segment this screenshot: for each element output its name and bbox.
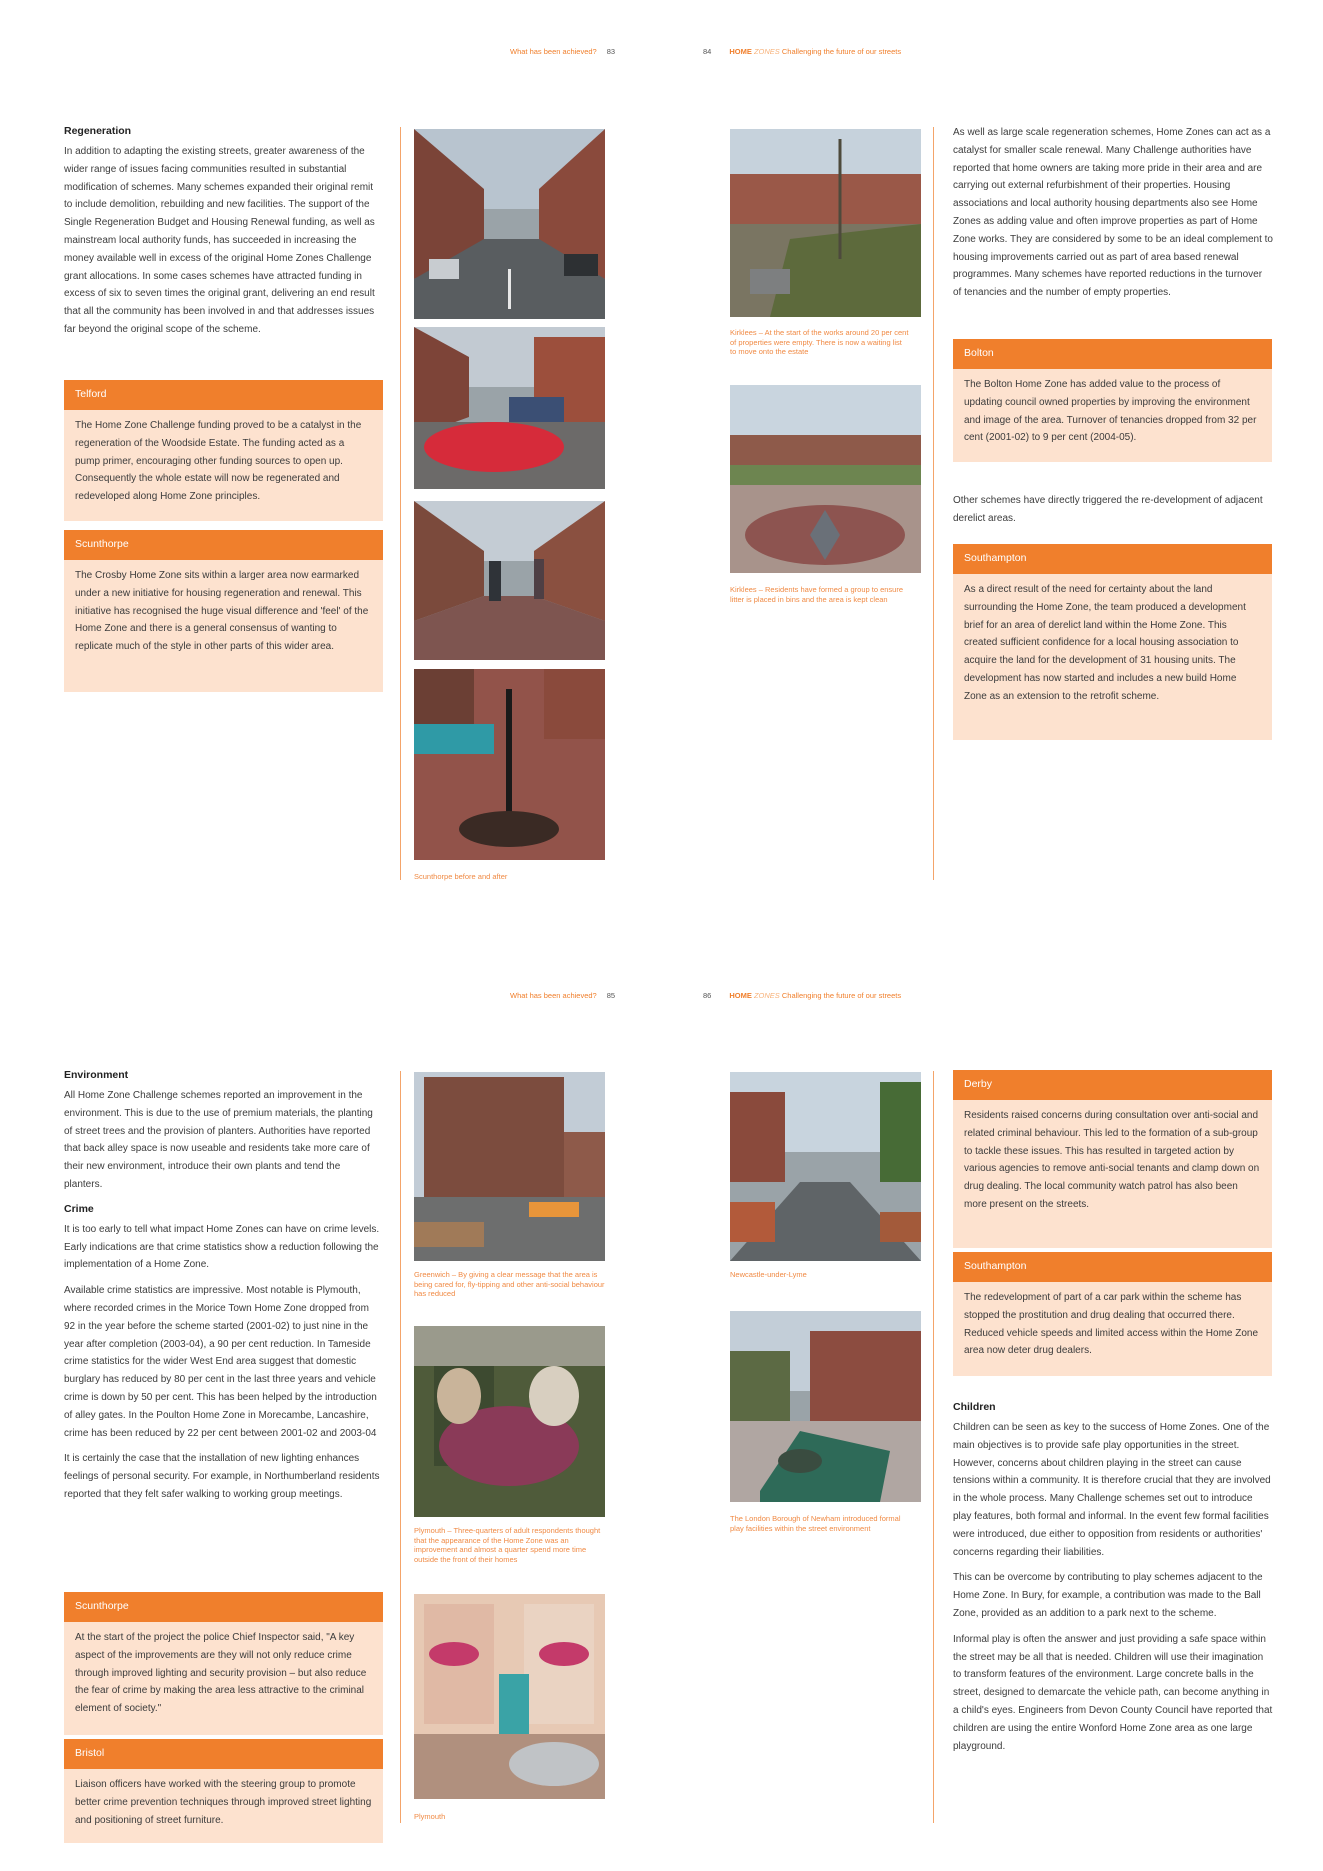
case-study-title: Scunthorpe bbox=[64, 1592, 383, 1622]
case-study-title: Scunthorpe bbox=[64, 530, 383, 560]
column-rule bbox=[400, 1071, 401, 1823]
section-heading: Crime bbox=[64, 1202, 94, 1215]
page-number: 84 bbox=[703, 47, 712, 56]
photo-caption: Kirklees – At the start of the works around 20 per cent of properties were empty. There is now a waiting list to move onto the estate bbox=[730, 328, 909, 356]
case-study-body: The Home Zone Challenge funding proved to be a catalyst in the regeneration of the Woodside Estate. The funding acted as a pump primer, encouraging other funding sources to open up. Consequently the whole estate will now be regenerated and redeveloped along Home Zone principles. bbox=[75, 420, 362, 503]
case-study-title: Bolton bbox=[953, 339, 1272, 369]
regeneration-section bbox=[64, 124, 380, 347]
case-study-body: Liaison officers have worked with the steering group to promote better crime prevention techniques through improved street lighting and positioning of street furniture. bbox=[75, 1779, 372, 1826]
column-rule bbox=[400, 127, 401, 880]
publication-title: Challenging the future of our streets bbox=[781, 47, 902, 56]
smaller-renewal-section bbox=[953, 124, 1273, 310]
other-schemes-section bbox=[953, 492, 1273, 536]
environment-crime-section bbox=[64, 1068, 380, 1512]
photo-caption: Plymouth – Three-quarters of adult respondents thought that the appearance of the Home Zone was an improvement and almost a quarter spend more time outside the front of their homes bbox=[414, 1526, 601, 1564]
case-study-title: Southampton bbox=[953, 1252, 1272, 1282]
case-study-box-southampton bbox=[953, 544, 1272, 740]
photo-caption: Scunthorpe before and after bbox=[414, 872, 508, 881]
body-paragraph: Available crime statistics are impressive. Most notable is Plymouth, where recorded crimes in the Morice Town Home Zone dropped from 92 in the year before the scheme started (2001-02) to just nine in the year after completion (2003-04), a 90 per cent reduction. In Tameside crime statistics for the wider West End area suggest that domestic burglary has reduced by 80 per cent in the last three years and vehicle crime is down by 50 per cent. This has been helped by the introduction of alley gates. In the Poulton Home Zone in Morecambe, Lancashire, crime has been reduced by 22 per cent between 2001-02 and 2003-04 bbox=[64, 1285, 377, 1439]
running-header-left bbox=[510, 991, 615, 1000]
brand-zones: ZONES bbox=[753, 47, 780, 56]
brand-home: HOME bbox=[729, 47, 752, 56]
body-paragraph: It is certainly the case that the installation of new lighting enhances feelings of personal security. For example, in Northumberland residents reported that they felt safer walking to working group meetings. bbox=[64, 1453, 380, 1500]
photo-caption: Greenwich – By giving a clear message that the area is being cared for, fly-tipping and other anti-social behaviour has reduced bbox=[414, 1270, 605, 1298]
children-section bbox=[953, 1400, 1273, 1763]
case-study-body: The Crosby Home Zone sits within a larger area now earmarked under a new initiative for housing regeneration and renewal. This initiative has recognised the huge visual difference and 'feel' of the Home Zone and there is a general consensus of wanting to replicate much of the style in other parts of this wider area. bbox=[75, 570, 369, 653]
column-rule bbox=[933, 1071, 934, 1823]
photo-newham-play bbox=[730, 1311, 921, 1502]
page-number: 85 bbox=[606, 991, 616, 1000]
page-number: 83 bbox=[606, 47, 616, 56]
photo-caption: Plymouth bbox=[414, 1812, 446, 1821]
case-study-box-derby bbox=[953, 1070, 1272, 1248]
case-study-title: Telford bbox=[64, 380, 383, 410]
running-header-section: What has been achieved? bbox=[510, 47, 597, 56]
photo-scunthorpe-street-before bbox=[414, 129, 605, 319]
body-paragraph: This can be overcome by contributing to play schemes adjacent to the Home Zone. In Bury, for example, a contribution was made to the Ball Zone, provided as an addition to a park next to the scheme. bbox=[953, 1572, 1263, 1619]
photo-greenwich bbox=[414, 1072, 605, 1261]
case-study-body: The redevelopment of part of a car park within the scheme has stopped the prostitution and drug dealing that occurred there. Reduced vehicle speeds and limited access within the Home Zone area now deter drug dealers. bbox=[964, 1292, 1259, 1357]
photo-plymouth-terrace bbox=[414, 1594, 605, 1799]
running-header-right bbox=[703, 991, 901, 1000]
case-study-box-telford bbox=[64, 380, 383, 521]
case-study-body: At the start of the project the police Chief Inspector said, "A key aspect of the improvements are they will not only reduce crime through improved lighting and security provision – but also reduce the fear of crime by making the area less attractive to the criminal element of society." bbox=[75, 1632, 367, 1715]
body-paragraph: In addition to adapting the existing streets, greater awareness of the wider range of issues facing communities resulted in substantial modification of schemes. Many schemes expanded their original remit to include demolition, rebuilding and new facilities. The support of the Single Regeneration Budget and Housing Renewal funding, as well as mainstream local authority funds, has succeeded in increasing the money available well in excess of the original Home Zones Challenge grant allocations. In some cases schemes have attracted funding in excess of six to seven times the original grant, delivering an end result that all the community has been involved in and that addresses issues far beyond the original scope of the scheme. bbox=[64, 146, 375, 335]
section-heading: Children bbox=[953, 1401, 996, 1413]
case-study-box-bolton bbox=[953, 339, 1272, 462]
running-header-right bbox=[703, 47, 901, 56]
publication-title: Challenging the future of our streets bbox=[781, 991, 902, 1000]
running-header-section: What has been achieved? bbox=[510, 991, 597, 1000]
running-header-left bbox=[510, 47, 615, 56]
body-paragraph: Children can be seen as key to the success of Home Zones. One of the main objectives is to provide safe play opportunities in the street. However, concerns about children playing in the street can cause tensions within a community. It is therefore crucial that they are involved in the whole process. Many Challenge schemes set out to introduce play features, both formal and informal. In the event few formal facilities were introduced, due either to opposition from residents or authorities' concerns regarding their liabilities. bbox=[953, 1422, 1271, 1558]
case-study-body: As a direct result of the need for certainty about the land surrounding the Home Zone, the team produced a development brief for an area of derelict land within the Home Zone. This created sufficient confidence for a local housing association to acquire the land for the development of 31 housing units. The development has now started and includes a new build Home Zone as an extension to the retrofit scheme. bbox=[964, 584, 1246, 702]
section-heading: Regeneration bbox=[64, 125, 132, 137]
case-study-box-scunthorpe bbox=[64, 530, 383, 692]
body-paragraph: As well as large scale regeneration schemes, Home Zones can act as a catalyst for smaller scale renewal. Many Challenge authorities have reported that home owners are taking more pride in their area and are carrying out external refurbishment of their properties. Housing associations and local authority housing departments also see Home Zones as adding value and often improve properties as part of Home Zone works. They are considered by some to be an ideal complement to housing improvements carried out as part of area based renewal programmes. Many schemes have reported reductions in the turnover of tenancies and the number of empty properties. bbox=[953, 127, 1273, 299]
body-paragraph: Other schemes have directly triggered the re-development of adjacent derelict areas. bbox=[953, 495, 1263, 524]
photo-scunthorpe-cyclist bbox=[414, 501, 605, 660]
case-study-box-southampton bbox=[953, 1252, 1272, 1376]
body-paragraph: Informal play is often the answer and just providing a safe space within the street may be all that is needed. Children will use their imagination to transform features of the environment. Large concrete balls in the street, designed to demarcate the vehicle path, can become anything in a child's eyes. Engineers from Devon County Council have reported that children are using the entire Wonford Home Zone area as one large playground. bbox=[953, 1633, 1273, 1752]
body-paragraph: All Home Zone Challenge schemes reported an improvement in the environment. This is due to the use of premium materials, the planting of street trees and the provision of planters. Authorities have reported that back alley space is now useable and residents take more care of their new environment, introduce their own plants and tend the planters. bbox=[64, 1090, 373, 1190]
section-heading: Environment bbox=[64, 1069, 129, 1081]
brand-home: HOME bbox=[729, 991, 752, 1000]
case-study-body: Residents raised concerns during consultation over anti-social and related criminal behaviour. This led to the formation of a sub-group to tackle these issues. This has resulted in targeted action by various agencies to remove anti-social tenants and clamp down on drug dealing. The local community watch patrol has also been more present on the streets. bbox=[964, 1110, 1260, 1210]
column-rule bbox=[933, 127, 934, 880]
case-study-title: Southampton bbox=[953, 544, 1272, 574]
case-study-title: Bristol bbox=[64, 1739, 383, 1769]
photo-newcastle-under-lyme bbox=[730, 1072, 921, 1261]
case-study-box-scunthorpe bbox=[64, 1592, 383, 1735]
photo-kirklees-paving bbox=[730, 385, 921, 573]
photo-plymouth-planting bbox=[414, 1326, 605, 1517]
case-study-title: Derby bbox=[953, 1070, 1272, 1100]
photo-kirklees-planting bbox=[730, 129, 921, 317]
brand-zones: ZONES bbox=[753, 991, 780, 1000]
case-study-body: The Bolton Home Zone has added value to the process of updating council owned properties by improving the environment and image of the area. Turnover of tenancies dropped from 32 per cent (2001-02) to 9 per cent (2004-05). bbox=[964, 379, 1257, 444]
page-number: 86 bbox=[703, 991, 712, 1000]
body-paragraph: It is too early to tell what impact Home Zones can have on crime levels. Early indications are that crime statistics show a reduction following the implementation of a Home Zone. bbox=[64, 1223, 380, 1271]
photo-caption: Newcastle-under-Lyme bbox=[730, 1270, 807, 1279]
photo-caption: Kirklees – Residents have formed a group to ensure litter is placed in bins and the area is kept clean bbox=[730, 585, 904, 604]
photo-caption: The London Borough of Newham introduced formal play facilities within the street environment bbox=[730, 1514, 901, 1533]
photo-scunthorpe-red-car bbox=[414, 327, 605, 489]
photo-scunthorpe-tree-pit bbox=[414, 669, 605, 860]
case-study-box-bristol bbox=[64, 1739, 383, 1843]
